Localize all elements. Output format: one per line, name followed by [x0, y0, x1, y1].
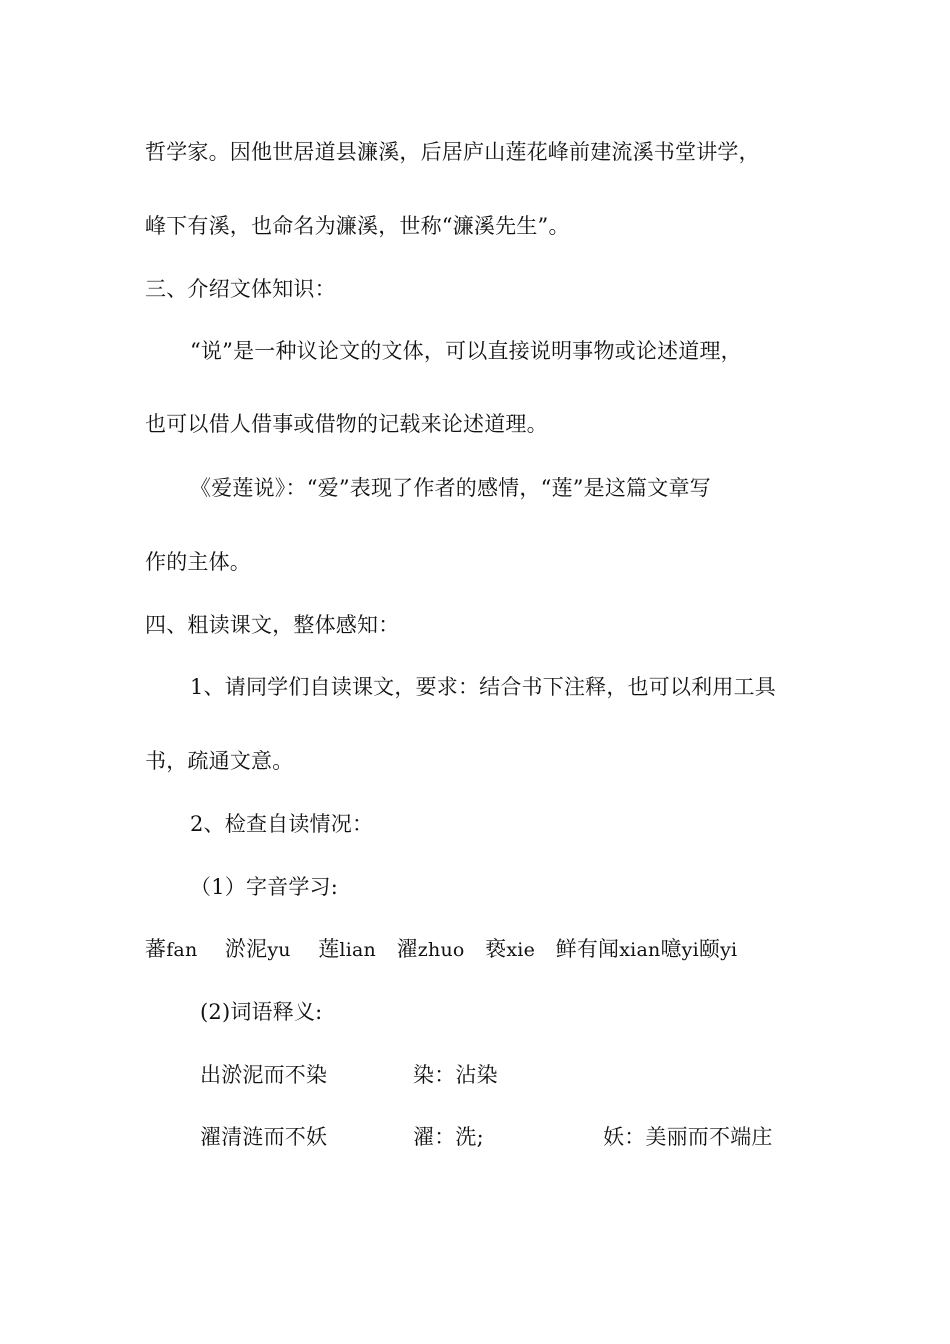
paragraph-text: “说”是一种议论文的文体，可以直接说明事物或论述道理， — [190, 339, 742, 363]
pron-pinyin: xie — [506, 939, 536, 961]
pron-char: 莲 — [318, 937, 340, 961]
pron-char: 濯 — [396, 937, 418, 961]
pron-pinyin: lian — [339, 939, 376, 961]
pron-char: 噫 — [660, 937, 682, 961]
pron-char: 颐 — [698, 937, 721, 961]
pron-pinyin: yi — [681, 939, 699, 961]
pron-pinyin: xian — [619, 939, 661, 961]
paragraph-text: 峰下有溪，也命名为濂溪，世称“濂溪先生”。 — [145, 214, 570, 238]
pron-char: 淤泥 — [224, 937, 268, 961]
section-heading: 三、介绍文体知识： — [145, 277, 336, 301]
paragraph-text: 2、检查自读情况： — [190, 812, 374, 836]
paragraph-text: 书，疏通文意。 — [145, 749, 294, 773]
paragraph-text: 哲学家。因他世居道县濂溪，后居庐山莲花峰前建流溪书堂讲学， — [145, 140, 760, 164]
vocab-phrase: 濯清涟而不妖 — [200, 1125, 328, 1149]
vocab-gloss: 染：沾染 — [413, 1063, 498, 1087]
pron-char: 亵 — [485, 937, 507, 961]
vocab-gloss: 妖：美丽而不端庄 — [603, 1125, 773, 1149]
pron-char: 蕃 — [145, 937, 167, 961]
paragraph-text: 《爱莲说》：“爱”表现了作者的感情，“莲”是这篇文章写 — [190, 476, 711, 500]
paragraph-text: 作的主体。 — [145, 550, 251, 574]
subsection-heading: （1）字音学习: — [190, 875, 339, 899]
paragraph-text: 也可以借人借事或借物的记载来论述道理。 — [145, 412, 548, 436]
pronunciation-list — [145, 935, 737, 964]
pron-pinyin: fan — [166, 939, 198, 961]
pron-pinyin: yu — [267, 939, 291, 961]
pron-pinyin: zhuo — [417, 939, 465, 961]
pron-char: 鲜有闻 — [555, 937, 620, 961]
vocab-gloss: 濯：洗; — [413, 1125, 484, 1149]
pron-pinyin: yi — [720, 939, 738, 961]
vocab-heading: (2)词语释义: — [200, 1000, 323, 1024]
section-heading: 四、粗读课文，整体感知： — [145, 613, 400, 637]
paragraph-text: 1、请同学们自读课文，要求：结合书下注释，也可以利用工具 — [190, 675, 776, 699]
vocab-phrase: 出淤泥而不染 — [200, 1063, 328, 1087]
